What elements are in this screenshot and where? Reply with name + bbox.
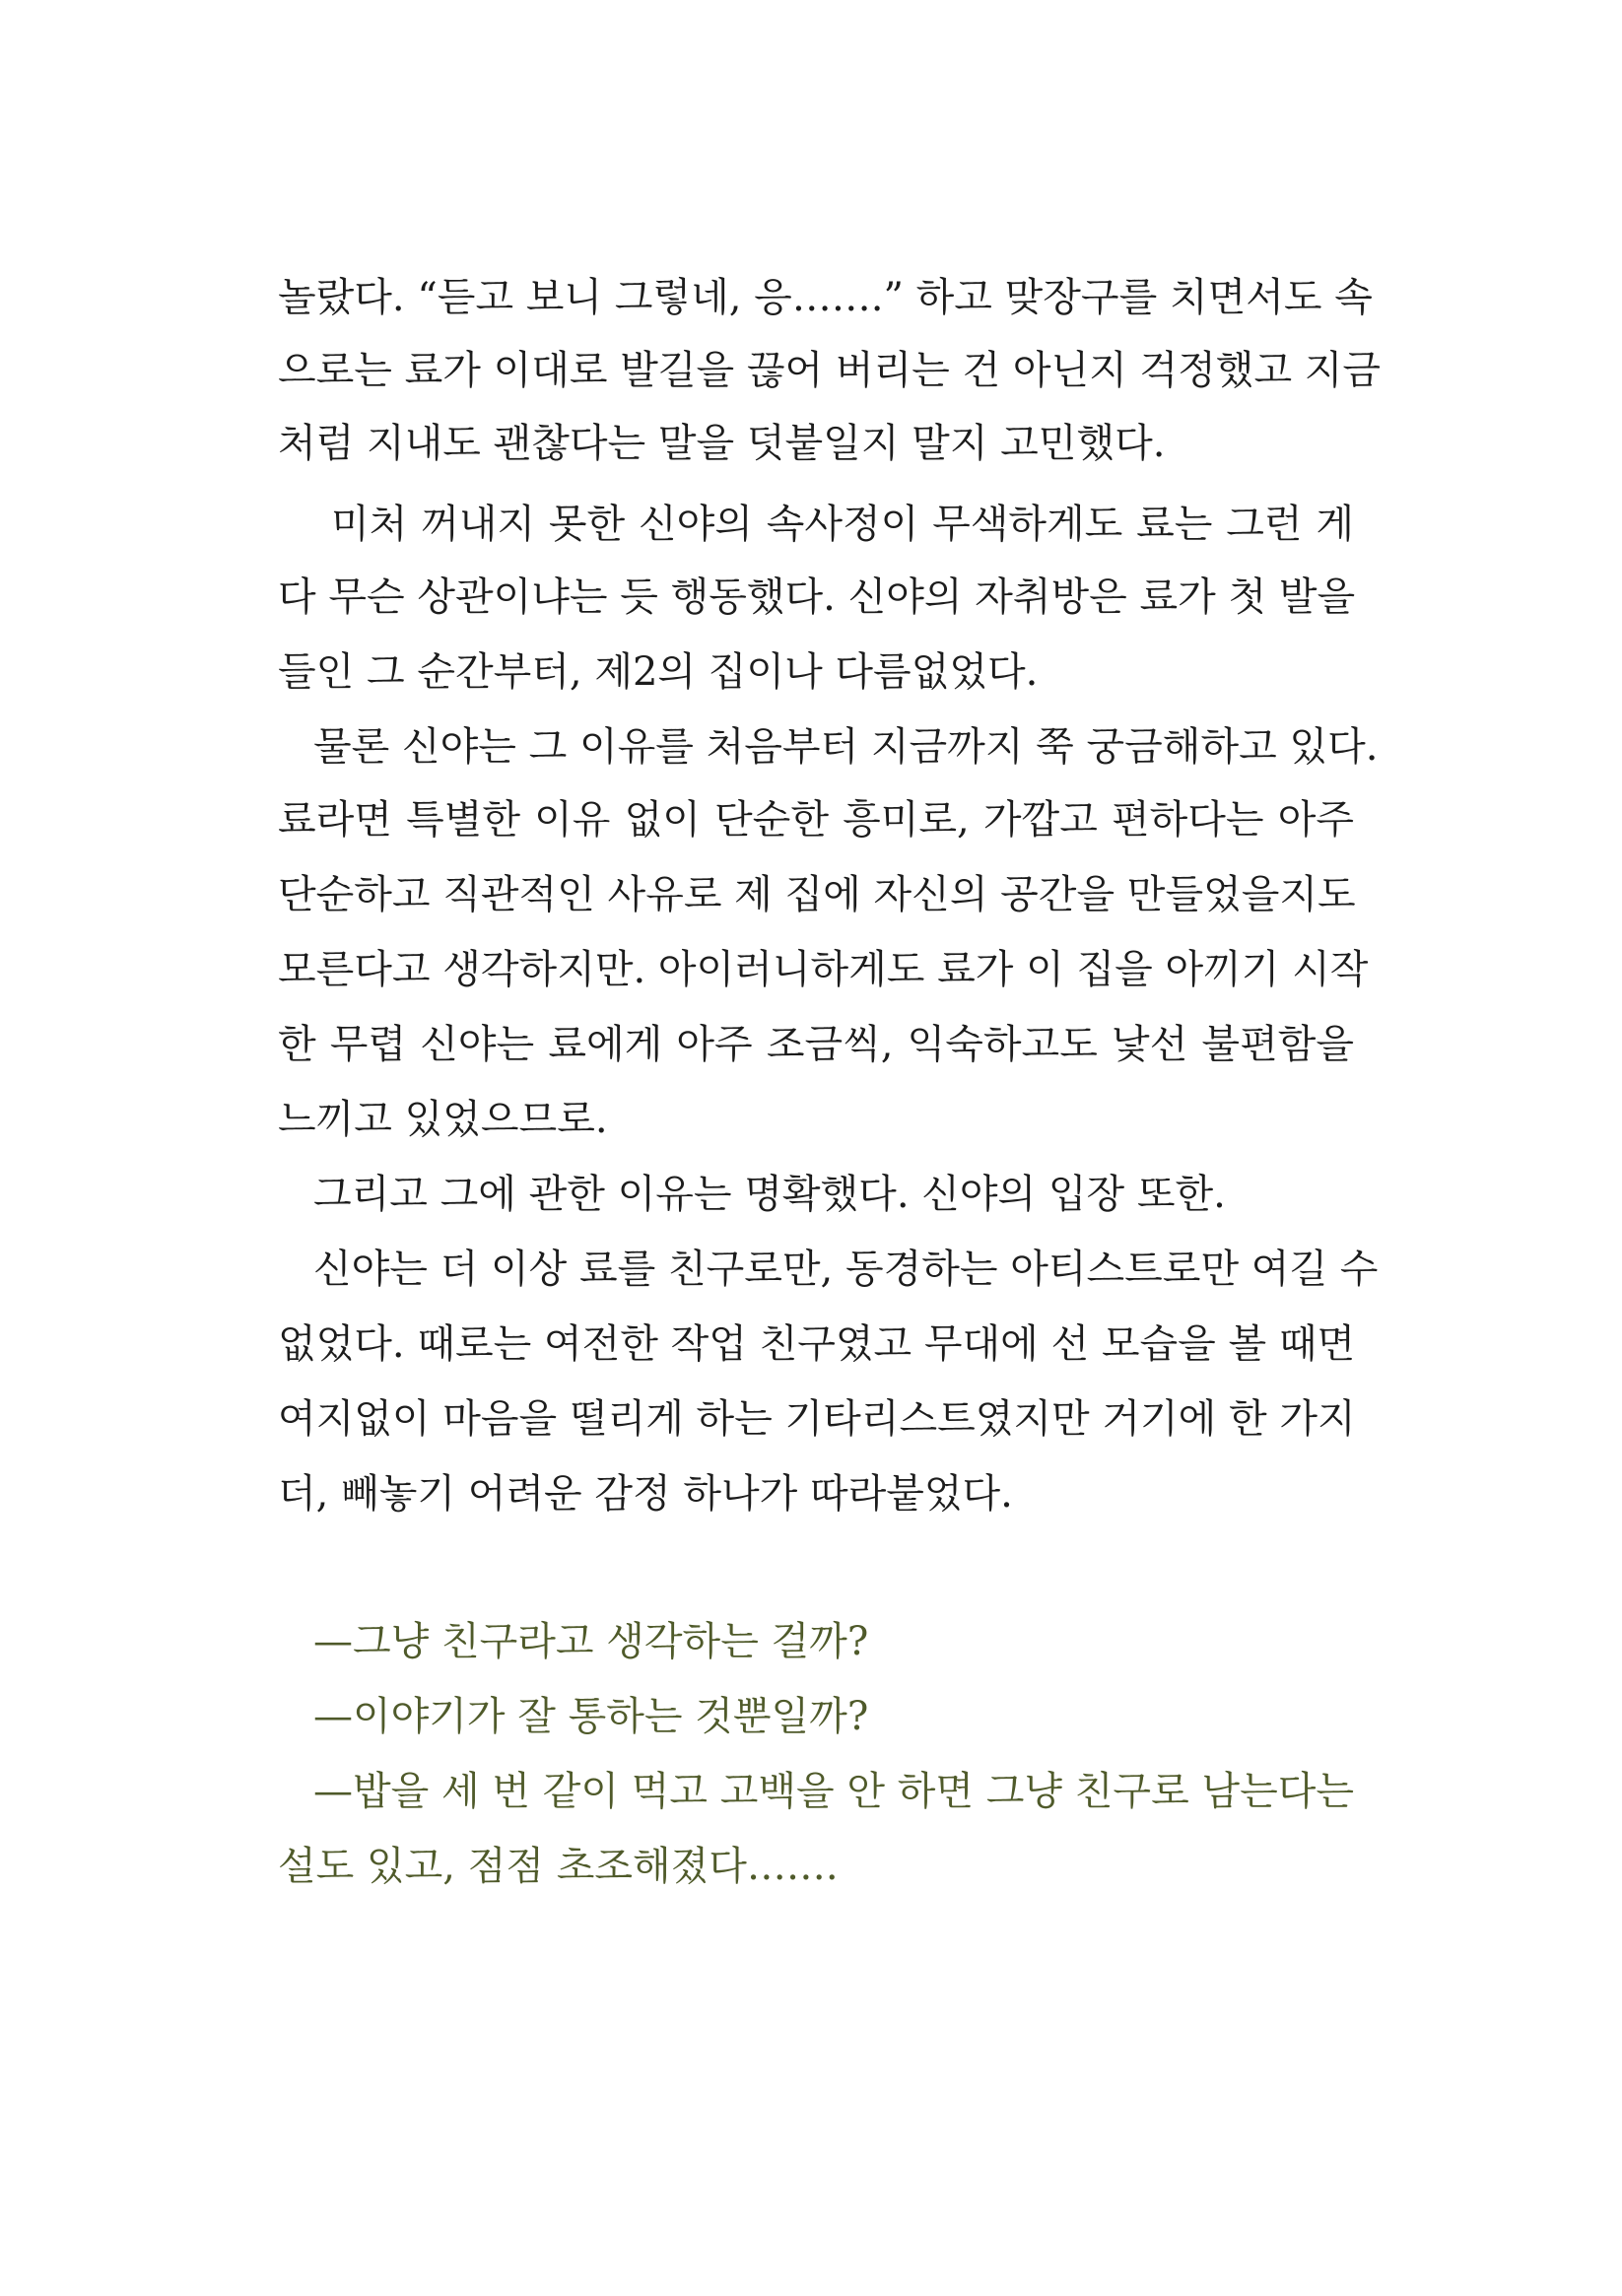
paragraph-2-line-1: 미처 꺼내지 못한 신야의 속사정이 무색하게도 료는 그런 게	[331, 502, 1354, 547]
dialogue-line-1: —그냥 친구라고 생각하는 걸까?	[313, 1619, 869, 1664]
paragraph-3-line-1: 물론 신야는 그 이유를 처음부터 지금까지 쭉 궁금해하고 있다.	[313, 724, 1379, 770]
paragraph-3-line-6: 느끼고 있었으므로.	[278, 1097, 608, 1142]
paragraph-2-line-2: 다 무슨 상관이냐는 듯 행동했다. 신야의 자취방은 료가 첫 발을	[278, 574, 1356, 620]
paragraph-3-line-4: 모른다고 생각하지만. 아이러니하게도 료가 이 집을 아끼기 시작	[278, 947, 1369, 992]
paragraph-3-line-3: 단순하고 직관적인 사유로 제 집에 자신의 공간을 만들었을지도	[278, 872, 1356, 917]
paragraph-5-line-4: 더, 빼놓기 어려운 감정 하나가 따라붙었다.	[278, 1471, 1013, 1517]
paragraph-3-line-2: 료라면 특별한 이유 없이 단순한 흥미로, 가깝고 편하다는 아주	[278, 797, 1354, 843]
paragraph-4-line-1: 그리고 그에 관한 이유는 명확했다. 신야의 입장 또한.	[313, 1172, 1226, 1217]
paragraph-3-line-5: 한 무렵 신야는 료에게 아주 조금씩, 익숙하고도 낯선 불편함을	[278, 1022, 1354, 1067]
paragraph-5-line-3: 여지없이 마음을 떨리게 하는 기타리스트였지만 거기에 한 가지	[278, 1396, 1356, 1442]
paragraph-1-line-3: 처럼 지내도 괜찮다는 말을 덧붙일지 말지 고민했다.	[278, 421, 1166, 466]
paragraph-5-line-1: 신야는 더 이상 료를 친구로만, 동경하는 아티스트로만 여길 수	[313, 1247, 1379, 1292]
paragraph-5-line-2: 없었다. 때로는 여전한 작업 친구였고 무대에 선 모습을 볼 때면	[278, 1321, 1356, 1367]
paragraph-2-line-3: 들인 그 순간부터, 제2의 집이나 다름없었다.	[278, 649, 1039, 695]
paragraph-1-line-1: 놀랐다. “듣고 보니 그렇네, 응…….” 하고 맞장구를 치면서도 속	[278, 275, 1373, 320]
paragraph-1-line-2: 으로는 료가 이대로 발길을 끊어 버리는 건 아닌지 걱정했고 지금	[278, 348, 1382, 393]
dialogue-line-4: 설도 있고, 점점 초조해졌다…….	[278, 1844, 839, 1889]
dialogue-line-2: —이야기가 잘 통하는 것뿐일까?	[313, 1694, 869, 1739]
dialogue-line-3: —밥을 세 번 같이 먹고 고백을 안 하면 그냥 친구로 남는다는	[313, 1769, 1354, 1814]
